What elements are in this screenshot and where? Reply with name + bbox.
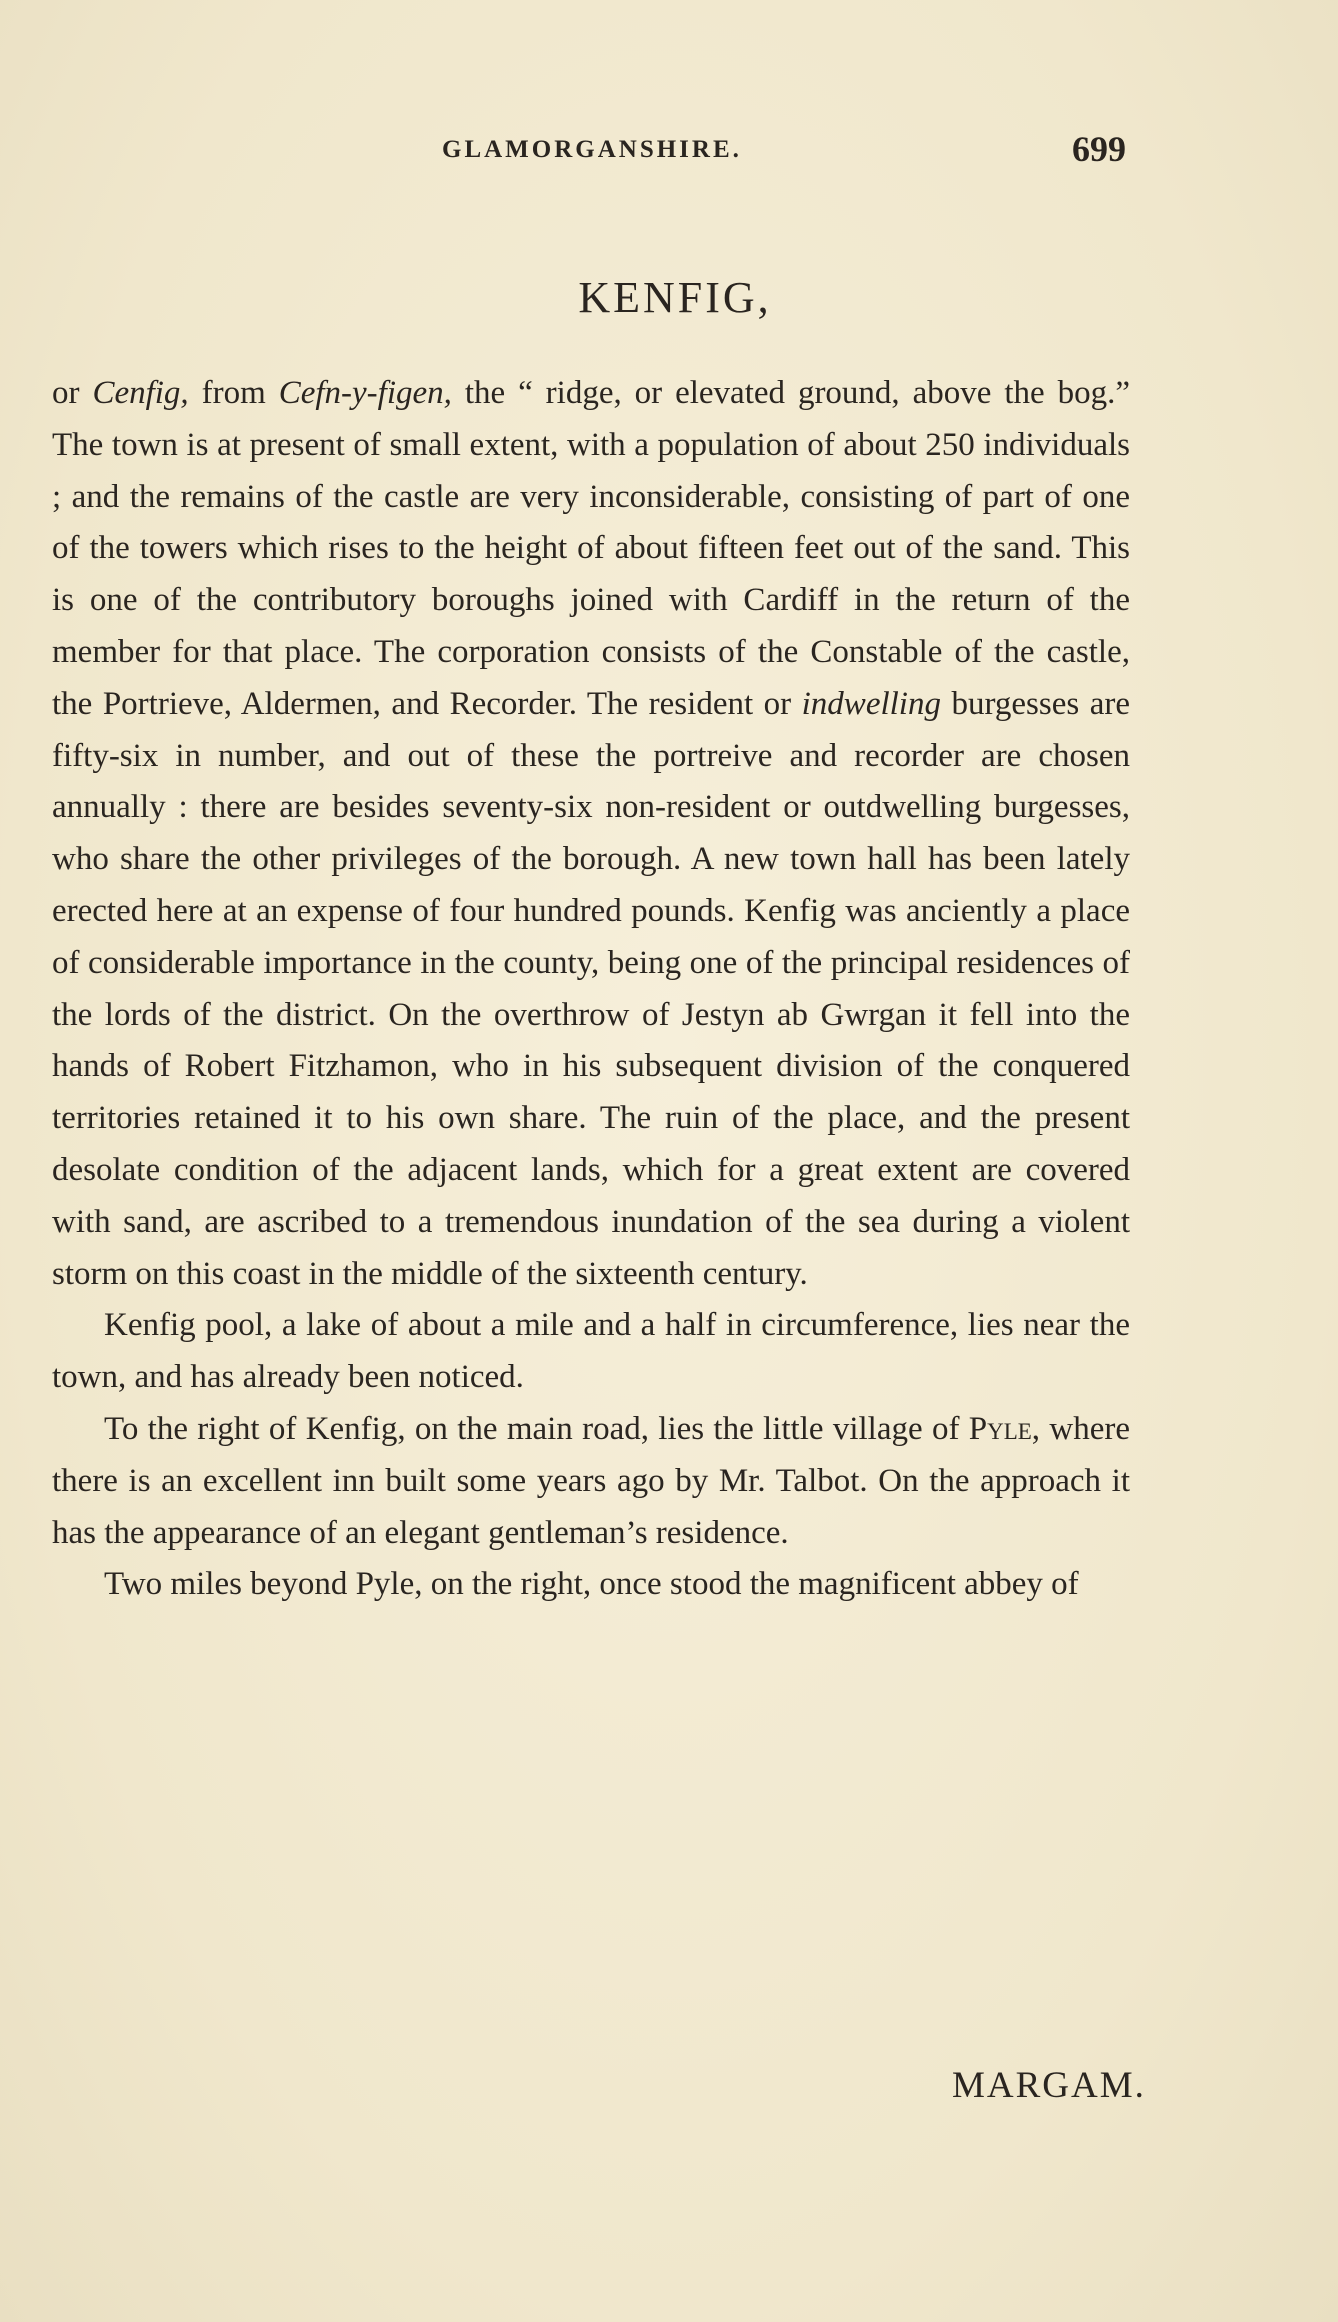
small-caps-place: Pyle, bbox=[968, 1410, 1041, 1447]
running-title: GLAMORGANSHIRE. bbox=[442, 136, 742, 163]
section-heading: KENFIG, bbox=[578, 273, 772, 322]
text-run: To the right of Kenfig, on the main road, lies the little village of bbox=[104, 1410, 969, 1447]
text-run: the “ ridge, or elevated ground, above the bog.” The town is at present of small extent, with a population of about 250 individuals ; and the remains of the castle are very inconsiderable, consisting of part of one of the towers which rises to the height of about fifteen feet out of the sand. This is one of the contributory boroughs joined with Cardiff in the return of the member for that place. The corporation consists of the Constable of the castle, the Portrieve, Aldermen, and Recorder. The resident or bbox=[52, 375, 1130, 722]
catchword: MARGAM. bbox=[952, 2065, 1146, 2106]
italic-term: indwelling bbox=[801, 685, 941, 722]
text-run: where there is an excellent inn built some years ago by Mr. Talbot. On the approach it has the appearance of an elegant gentleman’s residence. bbox=[52, 1410, 1130, 1551]
paragraph-margam-abbey: Two miles beyond Pyle, on the right, once stood the magnificent abbey of bbox=[104, 1566, 1079, 1603]
paragraph-kenfig bbox=[52, 368, 1130, 1300]
italic-term: Cefn-y-figen, bbox=[278, 375, 452, 411]
running-head bbox=[0, 128, 1338, 178]
italic-term: Cenfig, bbox=[92, 375, 189, 411]
text-run: burgesses are fifty-six in number, and out of these the portreive and recorder are chosen annually : there are besides seventy-six non-resident or outdwelling burgesses, who share the other privileges of the borough. A new town hall has been lately erected here at an expense of four hundred pounds. Kenfig was anciently a place of considerable importance in the county, being one of the principal residences of the lords of the district. On the overthrow of Jestyn ab Gwrgan it fell into the hands of Robert Fitzhamon, who in his subsequent division of the conquered territories retained it to his own share. The ruin of the place, and the present desolate condition of the adjacent lands, which for a great extent are covered with sand, are ascribed to a tremendous inundation of the sea during a violent storm on this coast in the middle of the sixteenth century. bbox=[52, 685, 1130, 1292]
text-run: from bbox=[188, 375, 279, 411]
page-number: 699 bbox=[1072, 129, 1126, 169]
paragraph-kenfig-pool: Kenfig pool, a lake of about a mile and a half in circumference, lies near the town, and has already been noticed. bbox=[52, 1307, 1130, 1396]
body-text bbox=[52, 368, 1130, 1611]
text-run: or bbox=[52, 375, 93, 411]
paragraph-pyle bbox=[52, 1404, 1130, 1559]
